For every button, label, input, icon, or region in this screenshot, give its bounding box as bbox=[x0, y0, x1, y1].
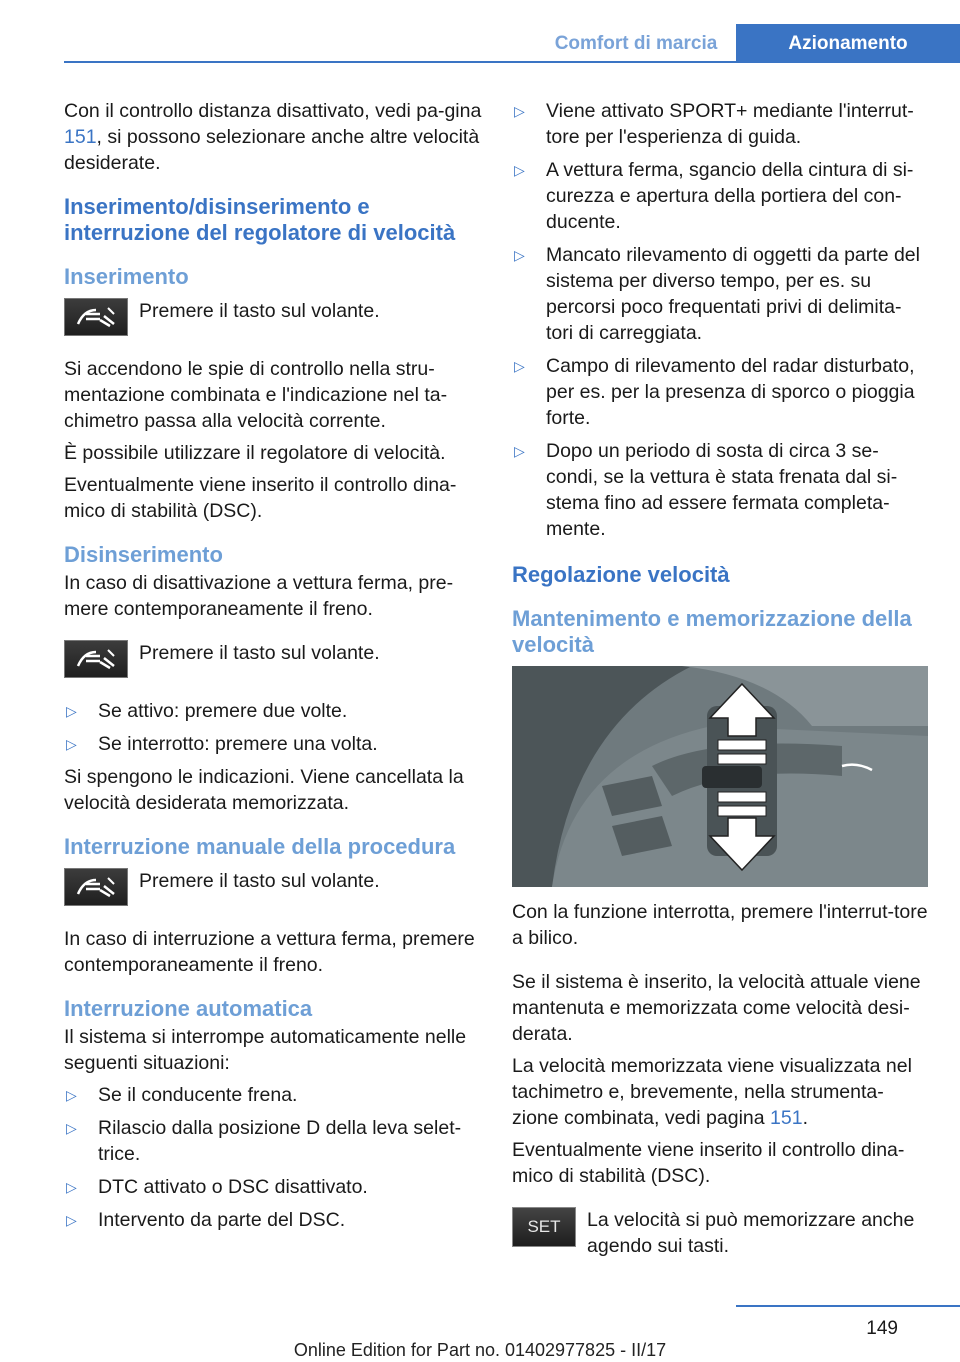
button-instruction-text: Premere il tasto sul volante. bbox=[139, 642, 380, 664]
list-item-text: Se il conducente frena. bbox=[98, 1084, 298, 1106]
list-item bbox=[512, 353, 928, 431]
list-item-text: Campo di rilevamento del radar disturbato, per es. per la presenza di sporco o pioggia forte. bbox=[546, 355, 915, 429]
paragraph: In caso di disattivazione a vettura ferma, pre-mere contemporaneamente il freno. bbox=[64, 572, 454, 620]
list-item-text: Viene attivato SPORT+ mediante l'interrut-tore per l'esperienza di guida. bbox=[546, 100, 914, 148]
list-item bbox=[64, 698, 482, 724]
list-item-text: Rilascio dalla posizione D della leva selet-trice. bbox=[98, 1117, 462, 1165]
triangle-bullet-icon: ▷ bbox=[66, 703, 77, 719]
page-link[interactable]: 151 bbox=[770, 1107, 803, 1129]
triangle-bullet-icon: ▷ bbox=[66, 1120, 77, 1136]
paragraph: Con la funzione interrotta, premere l'interrut-tore a bilico. bbox=[512, 901, 928, 949]
list-item-text: Se interrotto: premere una volta. bbox=[98, 733, 378, 755]
paragraph bbox=[512, 1053, 928, 1131]
chapter-tab[interactable]: Azionamento bbox=[736, 24, 960, 63]
cruise-control-button-icon bbox=[64, 640, 128, 678]
button-instruction-text: Premere il tasto sul volante. bbox=[139, 870, 380, 892]
list-item bbox=[64, 1082, 482, 1108]
list-item bbox=[64, 1115, 482, 1167]
paragraph: Eventualmente viene inserito il controllo dina-mico di stabilità (DSC). bbox=[512, 1139, 905, 1187]
button-instruction-text: La velocità si può memorizzare anche agendo sui tasti. bbox=[587, 1209, 915, 1257]
page-number: 149 bbox=[866, 1318, 898, 1339]
heading-keep-speed: Mantenimento e memorizzazione della velocità bbox=[512, 606, 912, 657]
section-tab[interactable]: Comfort di marcia bbox=[554, 33, 718, 54]
auto-list-continued bbox=[512, 98, 928, 542]
intro-text: Con il controllo distanza disattivato, vedi pa-gina bbox=[64, 100, 482, 122]
footer-edition: Online Edition for Part no. 01402977825 - II/17 bbox=[293, 1340, 667, 1360]
button-instruction-on bbox=[64, 298, 482, 336]
paragraph: È possibile utilizzare il regolatore di velocità. bbox=[64, 442, 446, 464]
list-item bbox=[64, 731, 482, 757]
heading-switch-off: Disinserimento bbox=[64, 542, 223, 567]
heading-manual-interrupt: Interruzione manuale della procedura bbox=[64, 834, 456, 859]
list-item bbox=[64, 1174, 482, 1200]
section-heading-cruise: Inserimento/disinserimento e interruzione del regolatore di velocità bbox=[64, 194, 456, 245]
triangle-bullet-icon: ▷ bbox=[514, 103, 525, 119]
intro-text-end: , si possono selezionare anche altre velocità desiderate. bbox=[64, 126, 480, 174]
list-item bbox=[64, 1207, 482, 1233]
button-instruction-manual bbox=[64, 868, 482, 906]
list-item-text: A vettura ferma, sgancio della cintura di si-curezza e apertura della portiera del con-ducente. bbox=[546, 159, 914, 233]
left-column bbox=[64, 98, 482, 1240]
heading-auto-interrupt: Interruzione automatica bbox=[64, 996, 313, 1021]
triangle-bullet-icon: ▷ bbox=[514, 247, 525, 263]
triangle-bullet-icon: ▷ bbox=[66, 1212, 77, 1228]
triangle-bullet-icon: ▷ bbox=[514, 358, 525, 374]
section-heading-speed: Regolazione velocità bbox=[512, 562, 730, 587]
paragraph: Se il sistema è inserito, la velocità attuale viene mantenuta e memorizzata come velocità desi-derata. bbox=[512, 971, 921, 1045]
list-item-text: DTC attivato o DSC disattivato. bbox=[98, 1176, 368, 1198]
off-list bbox=[64, 698, 482, 757]
footer-rule bbox=[736, 1305, 960, 1307]
triangle-bullet-icon: ▷ bbox=[66, 736, 77, 752]
button-instruction-off bbox=[64, 640, 482, 678]
button-instruction-text: Premere il tasto sul volante. bbox=[139, 300, 380, 322]
paragraph: In caso di interruzione a vettura ferma, premere contemporaneamente il freno. bbox=[64, 928, 475, 976]
set-button-icon: SET bbox=[512, 1207, 576, 1247]
triangle-bullet-icon: ▷ bbox=[514, 443, 525, 459]
list-item-text: Se attivo: premere due volte. bbox=[98, 700, 348, 722]
set-button-instruction bbox=[512, 1207, 928, 1259]
list-item-text: Mancato rilevamento di oggetti da parte del sistema per diverso tempo, per es. su percorsi poco frequentati privi di delimita-tori di carreggiata. bbox=[546, 244, 920, 344]
paragraph: Si spengono le indicazioni. Viene cancellata la velocità desiderata memorizzata. bbox=[64, 766, 464, 814]
list-item bbox=[512, 242, 928, 346]
cruise-control-button-icon bbox=[64, 298, 128, 336]
right-column bbox=[512, 98, 928, 1279]
list-item bbox=[512, 438, 928, 542]
list-item-text: Dopo un periodo di sosta di circa 3 se-condi, se la vettura è stata frenata dal si-stema fino ad essere fermata completa-mente. bbox=[546, 440, 898, 540]
paragraph: Eventualmente viene inserito il controllo dina-mico di stabilità (DSC). bbox=[64, 474, 457, 522]
header-rule bbox=[64, 61, 960, 63]
intro-paragraph bbox=[64, 98, 482, 176]
steering-wheel-rocker-illustration bbox=[512, 666, 928, 887]
page-link[interactable]: 151 bbox=[64, 126, 97, 148]
paragraph: Il sistema si interrompe automaticamente nelle seguenti situazioni: bbox=[64, 1026, 467, 1074]
paragraph: Si accendono le spie di controllo nella stru-mentazione combinata e l'indicazione nel ta-chimetro passa alla velocità corrente. bbox=[64, 358, 448, 432]
heading-switch-on: Inserimento bbox=[64, 264, 189, 289]
paragraph-text-end: . bbox=[802, 1107, 808, 1129]
paragraph-text: La velocità memorizzata viene visualizzata nel tachimetro e, brevemente, nella strumenta-zione combinata, vedi pagina bbox=[512, 1055, 912, 1129]
triangle-bullet-icon: ▷ bbox=[66, 1087, 77, 1103]
triangle-bullet-icon: ▷ bbox=[514, 162, 525, 178]
list-item bbox=[512, 98, 928, 150]
triangle-bullet-icon: ▷ bbox=[66, 1179, 77, 1195]
list-item bbox=[512, 157, 928, 235]
auto-list bbox=[64, 1082, 482, 1233]
cruise-control-button-icon bbox=[64, 868, 128, 906]
list-item-text: Intervento da parte del DSC. bbox=[98, 1209, 346, 1231]
